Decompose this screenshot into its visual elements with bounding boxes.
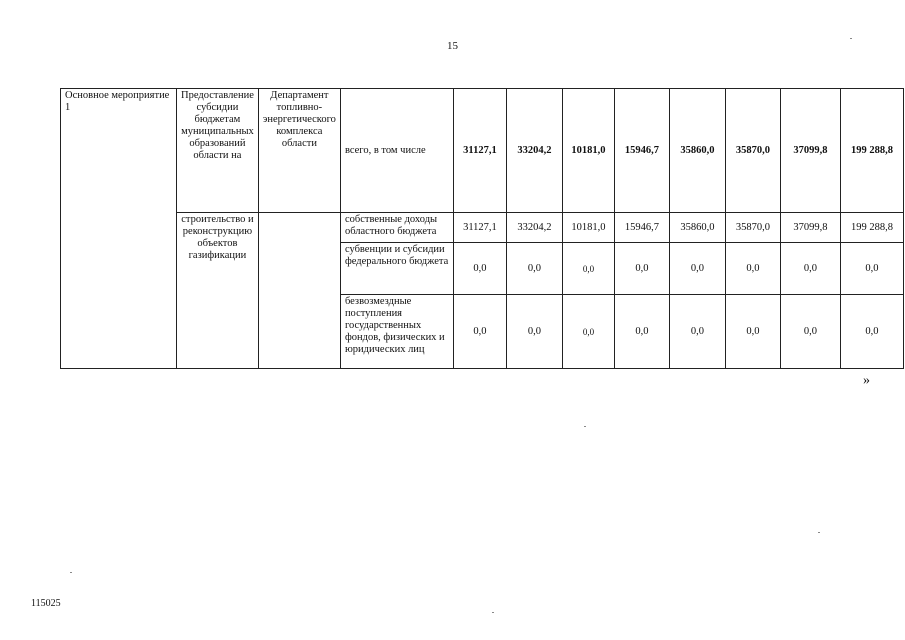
description-bottom-cell: строительство и реконструкцию объектов газификации [177,213,259,369]
value-cell: 35870,0 [725,213,780,243]
value-cell: 0,0 [562,243,614,295]
value-cell: 33204,2 [506,89,562,213]
scan-speck [818,532,820,533]
total-value-cell: 199 288,8 [840,89,903,213]
closing-quote-mark: » [863,373,870,388]
value-cell: 0,0 [725,243,780,295]
scan-speck [850,38,852,39]
scan-speck [492,612,494,613]
value-cell: 0,0 [614,243,669,295]
value-cell: 0,0 [614,295,669,369]
value-cell: 35860,0 [669,213,725,243]
source-cell: собственные доходы областного бюджета [340,213,453,243]
event-name-continuation-cell [61,213,177,369]
value-cell: 0,0 [725,295,780,369]
page-number: 15 [447,40,458,52]
value-cell: 0,0 [453,243,506,295]
budget-table [60,88,904,369]
value-cell: 10181,0 [562,89,614,213]
event-name-cell: Основное мероприятие 1 [61,89,177,213]
value-cell: 31127,1 [453,89,506,213]
value-cell: 37099,8 [780,213,840,243]
total-value-cell: 199 288,8 [840,213,903,243]
value-cell: 0,0 [780,295,840,369]
source-cell: субвенции и субсидии федерального бюджета [340,243,453,295]
scan-speck [584,426,586,427]
value-cell: 0,0 [669,243,725,295]
description-top-cell: Предоставление субсидии бюджетам муниципальных образований области на [177,89,259,213]
scan-speck [70,572,72,573]
document-code: 115025 [31,598,61,609]
value-cell: 15946,7 [614,89,669,213]
table-row-total [61,89,904,213]
value-cell: 0,0 [453,295,506,369]
total-value-cell: 0,0 [840,295,903,369]
value-cell: 35870,0 [725,89,780,213]
value-cell: 33204,2 [506,213,562,243]
value-cell: 0,0 [506,243,562,295]
value-cell: 0,0 [562,295,614,369]
value-cell: 37099,8 [780,89,840,213]
value-cell: 0,0 [506,295,562,369]
executor-continuation-cell [258,213,340,369]
value-cell: 0,0 [669,295,725,369]
value-cell: 31127,1 [453,213,506,243]
value-cell: 0,0 [780,243,840,295]
total-value-cell: 0,0 [840,243,903,295]
table-row-regional [61,213,904,243]
source-cell: безвозмездные поступления государственных фондов, физических и юридических лиц [340,295,453,369]
source-cell: всего, в том числе [340,89,453,213]
value-cell: 15946,7 [614,213,669,243]
value-cell: 10181,0 [562,213,614,243]
executor-cell: Департамент топливно-энергетического комплекса области [258,89,340,213]
value-cell: 35860,0 [669,89,725,213]
